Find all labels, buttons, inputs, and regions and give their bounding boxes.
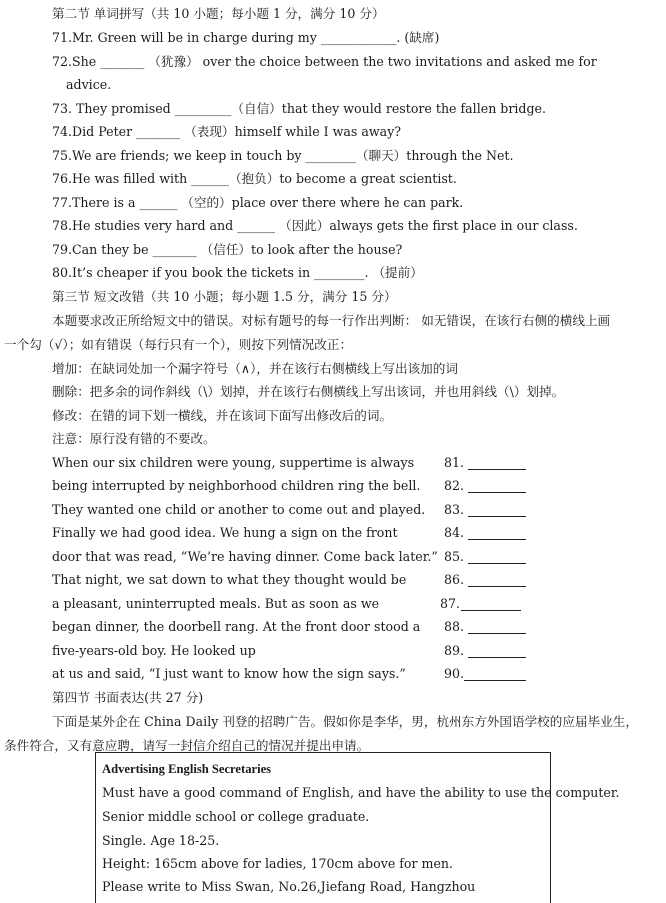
answer-blank[interactable] <box>464 680 526 681</box>
answer-number: 88. <box>444 619 465 634</box>
answer-number: 85. <box>444 549 465 564</box>
passage-line: a pleasant, uninterrupted meals. But as soon as we <box>52 596 380 611</box>
passage-line: Finally we had good idea. We hung a sign on the front <box>52 525 398 540</box>
section4-instruction: 下面是某外企在 China Daily 刊登的招聘广告。假如你是李华，男，杭州东方外国语学校的应届毕业生， <box>52 714 638 729</box>
answer-blank[interactable] <box>468 657 526 658</box>
question-77: 77.There is a ______ （空的）place over there where he can park. <box>52 195 464 210</box>
section4-header: 第四节 书面表达(共 27 分) <box>52 690 204 705</box>
answer-blank[interactable] <box>468 633 526 634</box>
passage-line: being interrupted by neighborhood children ring the bell. <box>52 478 421 493</box>
answer-number: 87. <box>440 596 461 611</box>
passage-line: began dinner, the doorbell rang. At the front door stood a <box>52 619 421 634</box>
passage-line: at us and said, “I just want to know how the sign says.” <box>52 666 406 681</box>
section3-instruction-modify: 修改：在错的词下划一横线，并在该词下面写出修改后的词。 <box>52 408 393 423</box>
question-76: 76.He was filled with ______（抱负）to become a great scientist. <box>52 171 457 186</box>
section3-instruction-add: 增加：在缺词处加一个漏字符号（∧），并在该行右侧横线上写出该加的词 <box>52 361 458 376</box>
section3-header: 第三节 短文改错（共 10 小题；每小题 1.5 分，满分 15 分） <box>52 289 397 304</box>
question-71: 71.Mr. Green will be in charge during my ____________. (缺席) <box>52 30 440 45</box>
answer-number: 90. <box>444 666 465 681</box>
passage-line: That night, we sat down to what they thought would be <box>52 572 407 587</box>
answer-blank[interactable] <box>468 516 526 517</box>
section3-instruction: 本题要求改正所给短文中的错误。对标有题号的每一行作出判断： 如无错误，在该行右侧的横线上画 <box>52 313 611 328</box>
ad-contact: Please write to Miss Swan, No.26,Jiefang Road, Hangzhou <box>102 879 476 894</box>
answer-blank[interactable] <box>468 563 526 564</box>
answer-number: 81. <box>444 455 465 470</box>
question-72: 72.She _______ （犹豫） over the choice between the two invitations and asked me for <box>52 54 597 69</box>
question-75: 75.We are friends; we keep in touch by ________（聊天）through the Net. <box>52 148 514 163</box>
passage-line: They wanted one child or another to come out and played. <box>52 502 426 517</box>
section3-instruction-delete: 删除：把多余的词作斜线（\）划掉，并在该行右侧横线上写出该词，并也用斜线（\）划掉。 <box>52 384 565 399</box>
section3-instruction: 一个勾（√）；如有错误（每行只有一个），则按下列情况改正： <box>4 337 353 352</box>
answer-blank[interactable] <box>468 492 526 493</box>
question-79: 79.Can they be _______ （信任）to look after the house? <box>52 242 403 257</box>
answer-blank[interactable] <box>468 469 526 470</box>
answer-blank[interactable] <box>468 539 526 540</box>
answer-number: 84. <box>444 525 465 540</box>
job-advertisement-box <box>95 752 620 903</box>
question-74: 74.Did Peter _______ （表现）himself while I was away? <box>52 124 402 139</box>
section4-instruction: 条件符合，又有意应聘，请写一封信介绍自己的情况并提出申请。 <box>4 738 370 753</box>
section3-note: 注意：原行没有错的不要改。 <box>52 431 216 446</box>
ad-requirement: Senior middle school or college graduate. <box>102 809 370 824</box>
answer-number: 89. <box>444 643 465 658</box>
question-72-continued: advice. <box>66 77 112 92</box>
question-78: 78.He studies very hard and ______ （因此）always gets the first place in our class. <box>52 218 578 233</box>
answer-blank[interactable] <box>468 586 526 587</box>
passage-line: door that was read, “We’re having dinner. Come back later.” <box>52 549 438 564</box>
section2-header: 第二节 单词拼写（共 10 小题；每小题 1 分，满分 10 分） <box>52 6 385 21</box>
ad-requirement: Must have a good command of English, and have the ability to use the computer. <box>102 785 620 800</box>
ad-requirement: Height: 165cm above for ladies, 170cm above for men. <box>102 856 454 871</box>
answer-blank[interactable] <box>461 610 521 611</box>
ad-title: Advertising English Secretaries <box>102 762 272 776</box>
question-73: 73. They promised _________（自信）that they would restore the fallen bridge. <box>52 101 546 116</box>
ad-requirement: Single. Age 18-25. <box>102 833 220 848</box>
passage-line: When our six children were young, suppertime is always <box>52 455 415 470</box>
answer-number: 82. <box>444 478 465 493</box>
question-80: 80.It’s cheaper if you book the tickets in ________. （提前） <box>52 265 423 280</box>
answer-number: 86. <box>444 572 465 587</box>
passage-line: five-years-old boy. He looked up <box>52 643 256 658</box>
answer-number: 83. <box>444 502 465 517</box>
